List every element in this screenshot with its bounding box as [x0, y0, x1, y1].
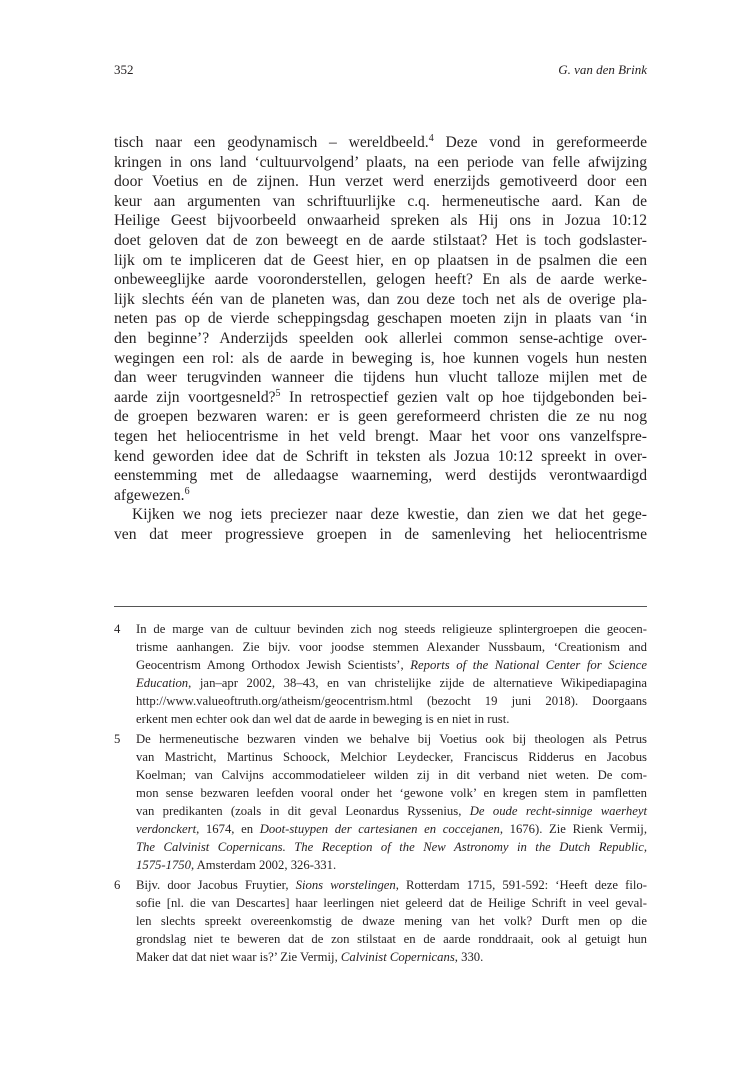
footnote-text: De hermeneutische bezwaren vinden we behalve bij Voetius ook bij theologen als Petrus van Mastricht, Martinus Schoock, Melchior Leydecker, Franciscus Ridderus en Jacobus Koelman; van Calvijns accommodatieleer wilden zij in dit verband niet weten. De com- mon sense bezwaren leefden vooral onder het ‘gewone volk’ en kregen stem in pamfletten van predikanten (zoals in dit geval Leonardus Ryssenius, De oude recht-sinnige waerheyt verdonckert, 1674, en Doot-stuypen der cartesianen en coccejanen, 1676). Zie Rienk Vermij, The Calvinist Copernicans. The Reception of the New Astronomy in the Dutch Republic, 1575-1750, Amsterdam 2002, 326-331. [136, 732, 647, 872]
body-line: aarde zijn voortgesneld?$^5$ In retrospectief gezien valt op hoe tijdgebonden bei- [114, 387, 648, 406]
paragraph-2 [114, 505, 647, 544]
body-line: lijk om te impliceren dat de Geest hier, en op plaatsen in de psalmen die een [114, 251, 647, 269]
footnote-ref[interactable]: 4 [428, 132, 434, 144]
body-line: eenstemming met de alledaagse waarneming, werd destijds verontwaardigd [114, 467, 647, 485]
footnote-6 [114, 876, 647, 966]
body-line: doet geloven dat de zon beweegt en de aarde stilstaat? Het is toch godslaster- [114, 231, 647, 249]
body-line: tisch naar een geodynamisch – wereldbeeld.$^4$ Deze vond in gereformeerde [114, 132, 647, 151]
body-line: dan weer terugvinden wanneer die tijdens hun vlucht talloze mijlen met de [114, 369, 647, 387]
body-line: de groepen bezwaren waren: er is geen gereformeerd christen die ze nu nog [114, 408, 647, 426]
footnote-number: 5 [114, 732, 121, 746]
footnote-ref[interactable]: 5 [275, 387, 281, 399]
body-line: kend geworden idee dat de Schrift in teksten als Jozua 10:12 spreekt in over- [114, 447, 647, 465]
body-line: afgewezen.$^6$ [114, 485, 190, 504]
footnotes [114, 620, 647, 968]
body-line: door Voetius en de zijnen. Hun verzet werd enerzijds gemotiveerd door een [114, 173, 647, 191]
body-line: keur aan argumenten van schriftuurlijke c.q. hermeneutische aard. Kan de [114, 192, 647, 210]
body-line: Heilige Geest bijvoorbeeld onwaarheid spreken als Hij ons in Jozua 10:12 [114, 212, 647, 230]
body-line: den beginne’? Anderzijds speelden ook allerlei common sense-achtige over- [114, 329, 647, 347]
footnote-number: 6 [114, 878, 121, 892]
body-line: tegen het heliocentrisme in het veld brengt. Maar het voor ons vanzelfspre- [114, 427, 647, 445]
body-line: ven dat meer progressieve groepen in de samenleving het heliocentrisme [114, 525, 647, 543]
url-link[interactable]: http://www.valueoftruth.org/atheism/geocentrism.html (bezocht 19 juni 2018). Doorgaans [136, 694, 647, 708]
paragraph-1 [114, 133, 647, 505]
footnote-number: 4 [114, 622, 121, 636]
body-line: kringen in ons land ‘cultuurvolgend’ plaats, na een periode van felle afwijzing [114, 153, 647, 171]
footnote-5 [114, 730, 647, 874]
page-number: 352 [114, 62, 134, 77]
footnote-ref[interactable]: 6 [184, 485, 190, 497]
main-text [114, 133, 647, 544]
footnote-4 [114, 620, 647, 728]
body-line: neten pas op de vierde scheppingsdag geschapen moeten zijn in plaats van ‘in [114, 310, 647, 328]
running-head-author: G. van den Brink [558, 62, 647, 77]
body-line: wegingen een rol: als de aarde in beweging is, hoe kunnen vogels hun nesten [114, 349, 647, 367]
body-line: Kijken we nog iets preciezer naar deze kwestie, dan zien we dat het gege- [132, 506, 647, 524]
body-line: lijk slechts één van de planeten was, dan zou deze toch net als de overige pla- [114, 290, 647, 308]
footnote-text: Bijv. door Jacobus Fruytier, Sions worstelingen, Rotterdam 1715, 591-592: ‘Heeft deze filo- sofie [nl. die van Descartes] haar leerlingen niet geleerd dat de Heilige Schrift in veel geval- len slechts spreekt overeenkomstig de dwaze mening van het volk? Durft men op die grondslag niet te beweren dat de zon stilstaat en de aarde ronddraait, ook al getuigt hun Maker dat dat niet waar is?’ Zie Vermij, Calvinist Copernicans, 330. [136, 878, 647, 964]
body-line: onbeweeglijke aarde vooronderstellen, gelogen heeft? En als de aarde werke- [114, 271, 647, 289]
footnote-text: In de marge van de cultuur bevinden zich nog steeds religieuze splintergroepen die geocen- trisme aanhangen. Zie bijv. voor joodse stemmen Alexander Nussbaum, ‘Creationism and Geocentrism Among Orthodox Jewish Scientists’, Reports of the National Center for Science Education, jan–apr 2002, 38–43, en van christelijke zijde de alternatieve Wikipediapagina http://www.valueoftruth.org/atheism/geocentrism.html (bezocht 19 juni 2018). Doorgaans erkent men echter ook dan wel dat de aarde in beweging is en niet in rust. [136, 622, 648, 726]
running-header [114, 62, 647, 78]
footnote-divider [114, 606, 647, 607]
